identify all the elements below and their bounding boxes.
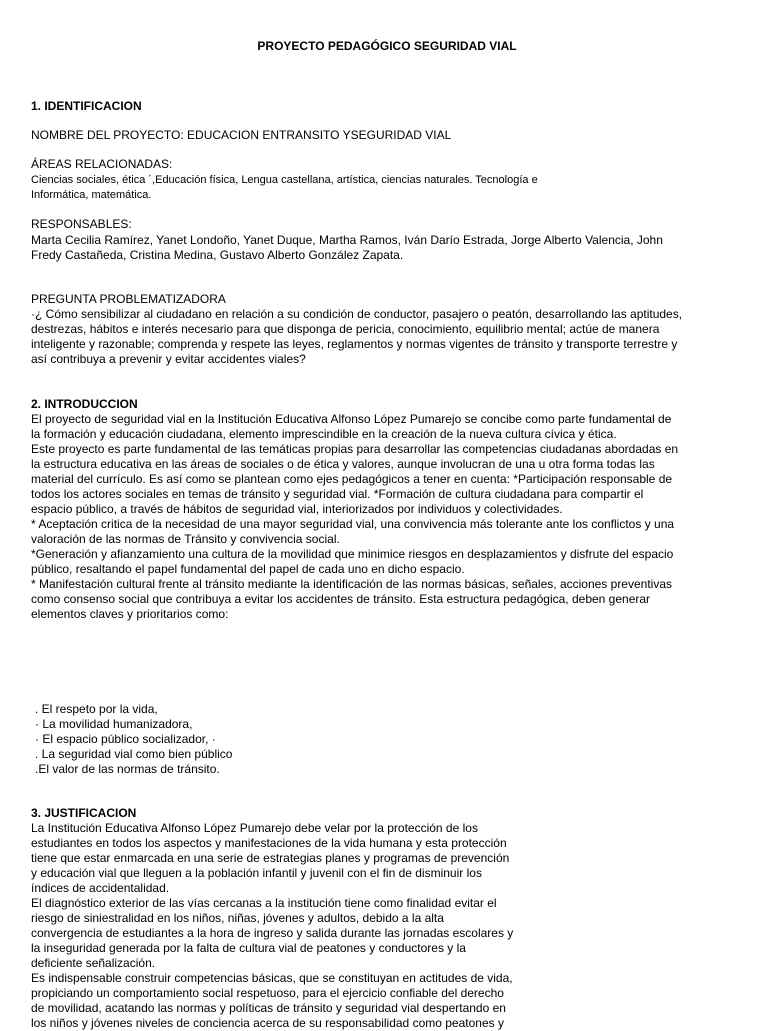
paragraph-line: tiene que estar enmarcada en una serie de estrategias planes y programas de prevención <box>31 851 510 865</box>
paragraph-line: la estructura educativa en las áreas de sociales o de ética y valores, aunque involucran de una u otra forma todas las <box>31 457 655 471</box>
paragraph-line: El diagnóstico exterior de las vías cercanas a la institución tiene como finalidad evitar el <box>31 896 497 910</box>
list-item: . La seguridad vial como bien público <box>35 747 233 761</box>
pregunta-line: inteligente y razonable; comprenda y respete las leyes, reglamentos y normas vigentes de tránsito y transporte terrestre y <box>31 337 678 351</box>
paragraph-line: la inseguridad generada por la falta de cultura vial de peatones y conductores y la <box>31 941 466 955</box>
areas-label: ÁREAS RELACIONADAS: <box>31 157 173 171</box>
paragraph-line: todos los actores sociales en temas de tránsito y seguridad vial. *Formación de cultura ciudadana para compartir el <box>31 487 644 501</box>
paragraph-line: estudiantes en todos los aspectos y manifestaciones de la vida humana y esta protección <box>31 836 507 850</box>
responsables-line: Marta Cecilia Ramírez, Yanet Londoño, Yanet Duque, Martha Ramos, Iván Darío Estrada, Jorge Alberto Valencia, John <box>31 233 663 247</box>
paragraph-line: Es indispensable construir competencias básicas, que se constituyan en actitudes de vida, <box>31 971 513 985</box>
paragraph-line: los niños y jóvenes niveles de conciencia acerca de su responsabilidad como peatones y <box>31 1016 504 1030</box>
section-heading: 2. INTRODUCCION <box>31 397 138 411</box>
areas-line: Informática, matemática. <box>31 189 152 201</box>
paragraph-line: material del currículo. Es así como se plantean como ejes pedagógicos a tener en cuenta: *Participación responsable de <box>31 472 673 486</box>
paragraph-line: índices de accidentalidad. <box>31 881 170 895</box>
paragraph-line: riesgo de siniestralidad en los niños, niñas, jóvenes y adultos, debido a la alta <box>31 911 444 925</box>
pregunta-line: ·¿ Cómo sensibilizar al ciudadano en relación a su condición de conductor, pasajero o peatón, desarrollando las aptitudes, <box>31 307 683 321</box>
paragraph-line: como consenso social que contribuya a evitar los accidentes de tránsito. Esta estructura pedagógica, deben generar <box>31 592 651 606</box>
section-heading: 1. IDENTIFICACION <box>31 99 142 113</box>
paragraph-line: la formación y educación ciudadana, elemento imprescindible en la creación de la nueva cultura cívica y ética. <box>31 427 617 441</box>
paragraph-line: *Generación y afianzamiento una cultura de la movilidad que minimice riesgos en desplazamientos y disfrute del espacio <box>31 547 674 561</box>
paragraph-line: propiciando un comportamiento social respetuoso, para el ejercicio confiable del derecho <box>31 986 504 1000</box>
paragraph-line: elementos claves y prioritarios como: <box>31 607 229 621</box>
paragraph-line: valoración de las normas de Tránsito y convivencia social. <box>31 532 340 546</box>
areas-line: Ciencias sociales, ética ´,Educación física, Lengua castellana, artística, ciencias naturales. Tecnología e <box>31 174 538 186</box>
paragraph-line: * Manifestación cultural frente al tránsito mediante la identificación de las normas básicas, señales, acciones preventivas <box>31 577 673 591</box>
paragraph-line: y educación vial que lleguen a la población infantil y juvenil con el fin de disminuir los <box>31 866 482 880</box>
paragraph-line: convergencia de estudiantes a la hora de ingreso y salida durante las jornadas escolares y <box>31 926 514 940</box>
document-title: PROYECTO PEDAGÓGICO SEGURIDAD VIAL <box>257 39 517 53</box>
paragraph-line: El proyecto de seguridad vial en la Institución Educativa Alfonso López Pumarejo se concibe como parte fundamental de <box>31 412 672 426</box>
paragraph-line: deficiente señalización. <box>31 956 156 970</box>
list-item: . El respeto por la vida, <box>35 702 158 716</box>
list-item: · El espacio público socializador, · <box>35 732 216 746</box>
paragraph-line: de movilidad, acatando las normas y políticas de tránsito y seguridad vial despertando en <box>31 1001 506 1015</box>
paragraph-line: espacio público, a través de hábitos de seguridad vial, interiorizados por individuos y colectividades. <box>31 502 563 516</box>
pregunta-label: PREGUNTA PROBLEMATIZADORA <box>31 292 226 306</box>
responsables-line: Fredy Castañeda, Cristina Medina, Gustavo Alberto González Zapata. <box>31 248 404 262</box>
pregunta-line: destrezas, hábitos e interés necesario para que disponga de pericia, conocimiento, equilibrio mental; actúe de manera <box>31 322 660 336</box>
paragraph-line: La Institución Educativa Alfonso López Pumarejo debe velar por la protección de los <box>31 821 478 835</box>
pregunta-line: así contribuya a prevenir y evitar accidentes viales? <box>31 352 306 366</box>
paragraph-line: público, resaltando el papel fundamental del papel de cada uno en dicho espacio. <box>31 562 465 576</box>
paragraph-line: Este proyecto es parte fundamental de las temáticas propias para desarrollar las competencias ciudadanas abordadas en <box>31 442 679 456</box>
list-item: · La movilidad humanizadora, <box>35 717 193 731</box>
project-name: NOMBRE DEL PROYECTO: EDUCACION ENTRANSITO YSEGURIDAD VIAL <box>31 128 452 142</box>
list-item: .El valor de las normas de tránsito. <box>35 762 220 776</box>
section-heading: 3. JUSTIFICACION <box>31 806 137 820</box>
responsables-label: RESPONSABLES: <box>31 217 132 231</box>
paragraph-line: * Aceptación critica de la necesidad de una mayor seguridad vial, una convivencia más tolerante ante los conflictos y una <box>31 517 675 531</box>
